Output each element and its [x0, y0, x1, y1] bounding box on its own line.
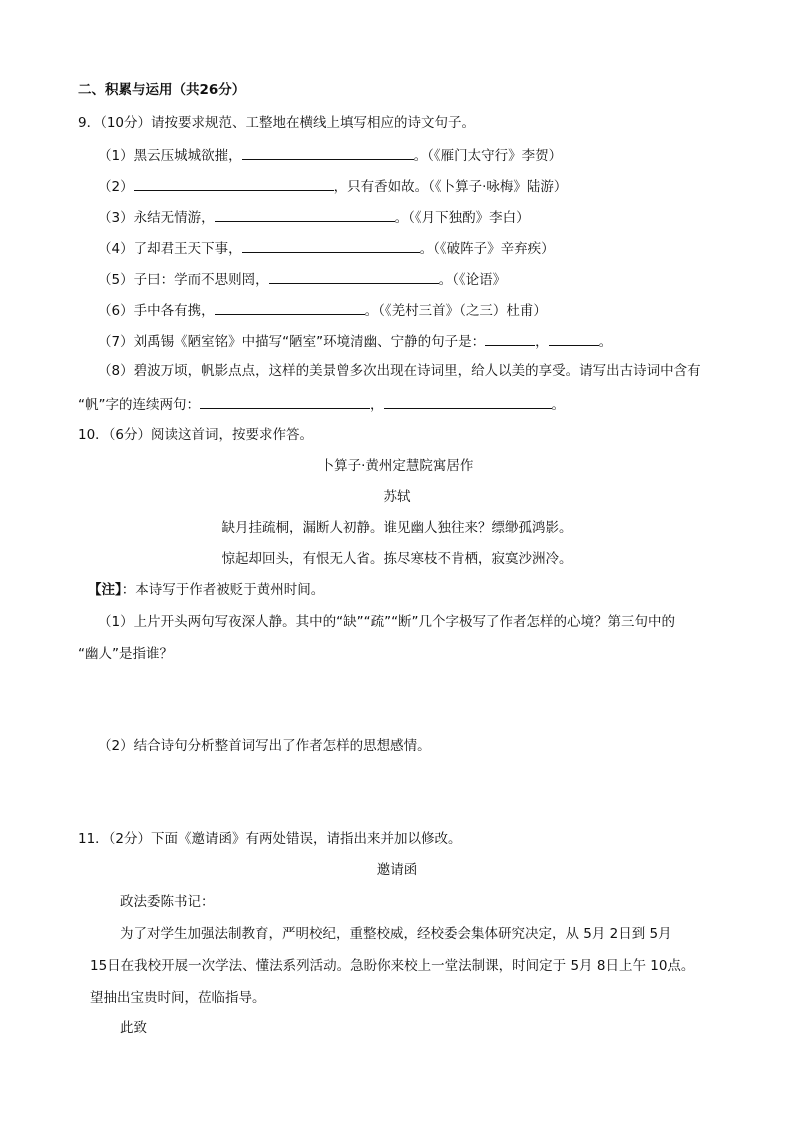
- poem-note: [88, 580, 324, 600]
- q9-item-8-post: 。: [551, 397, 565, 413]
- answer-blank[interactable]: [215, 206, 395, 222]
- q9-item-4-pre: （4）了却君王天下事，: [98, 241, 242, 257]
- q9-item-6: [98, 299, 547, 321]
- letter-body-line-1: 为了对学生加强法制教育，严明校纪，重整校威，经校委会集体研究决定，从 5月 2日到 5月: [120, 926, 672, 942]
- poem-author: 苏轼: [383, 489, 411, 505]
- answer-blank[interactable]: [549, 330, 599, 346]
- answer-blank[interactable]: [384, 393, 552, 409]
- section-title: 二、积累与运用（共26分）: [78, 82, 246, 98]
- letter-title: 邀请函: [376, 862, 418, 878]
- q10-sub1-line1: （1）上片开头两句写夜深人静。其中的“缺”“疏”“断”几个字极写了作者怎样的心境？第三句中的: [98, 614, 676, 630]
- q9-item-2-pre: （2）: [98, 179, 134, 195]
- answer-blank[interactable]: [269, 268, 439, 284]
- q9-item-4: [98, 237, 555, 259]
- q9-item-5-post: 。（《论语》: [438, 272, 507, 288]
- q9-item-1-post: 。（《雁门太守行》李贺）: [413, 148, 563, 164]
- q9-item-2-post: ，只有香如故。（《卜算子·咏梅》陆游）: [333, 179, 568, 195]
- q9-item-7-mid: ，: [535, 334, 549, 350]
- q9-item-3: [98, 206, 530, 228]
- letter-body-line-2: 15日在我校开展一次学法、懂法系列活动。急盼你来校上一堂法制课，时间定于 5月 8日上午 10点。: [90, 958, 695, 974]
- q9-item-6-pre: （6）手中各有携，: [98, 303, 215, 319]
- question-11-stem: 11．（2分）下面《邀请函》有两处错误，请指出来并加以修改。: [78, 831, 462, 847]
- letter-body-line-3: 望抽出宝贵时间，莅临指导。: [90, 990, 266, 1006]
- q9-item-8-line2: [78, 393, 565, 415]
- answer-blank[interactable]: [200, 393, 370, 409]
- answer-blank[interactable]: [242, 237, 420, 253]
- question-9-stem: 9．（10分）请按要求规范、工整地在横线上填写相应的诗文句子。: [78, 115, 476, 131]
- note-label: 【注】: [88, 582, 122, 598]
- q9-item-7: [98, 330, 612, 352]
- poem-title: 卜算子·黄州定慧院寓居作: [320, 458, 474, 474]
- q9-item-3-post: 。（《月下独酌》李白）: [394, 210, 530, 226]
- answer-blank[interactable]: [242, 144, 414, 160]
- q9-item-5: [98, 268, 506, 290]
- answer-blank[interactable]: [134, 175, 334, 191]
- q10-sub2: （2）结合诗句分析整首词写出了作者怎样的思想感情。: [98, 738, 431, 754]
- q9-item-7-post: 。: [598, 334, 613, 350]
- q9-item-5-pre: （5）子曰：学而不思则罔，: [98, 272, 269, 288]
- poem-line-1: 缺月挂疏桐，漏断人初静。谁见幽人独往来？缥缈孤鸿影。: [221, 520, 573, 536]
- q9-item-8-pre: “帆”字的连续两句：: [78, 397, 200, 413]
- q9-item-8-line1: （8）碧波万顷，帆影点点，这样的美景曾多次出现在诗词里，给人以美的享受。请写出古诗词中含有: [98, 363, 701, 379]
- poem-line-2: 惊起却回头，有恨无人省。拣尽寒枝不肯栖，寂寞沙洲冷。: [221, 551, 573, 567]
- q9-item-4-post: 。（《破阵子》辛弃疾）: [419, 241, 555, 257]
- q9-item-8-mid: ，: [370, 397, 384, 413]
- letter-closing: 此致: [120, 1020, 147, 1036]
- q9-item-1-pre: （1）黑云压城城欲摧，: [98, 148, 242, 164]
- q10-sub1-line2: “幽人”是指谁？: [78, 646, 173, 662]
- question-10-stem: 10．（6分）阅读这首词，按要求作答。: [78, 427, 314, 443]
- q9-item-6-post: 。（《羌村三首》（之三）杜甫）: [364, 303, 547, 319]
- q9-item-3-pre: （3）永结无情游，: [98, 210, 215, 226]
- note-text: ：本诗写于作者被贬于黄州时间。: [121, 582, 325, 598]
- letter-salutation: 政法委陈书记：: [120, 894, 215, 910]
- q9-item-2: [98, 175, 567, 197]
- answer-blank[interactable]: [215, 299, 365, 315]
- q9-item-1: [98, 144, 562, 166]
- q9-item-7-pre: （7）刘禹锡《陋室铭》中描写“陋室”环境清幽、宁静的句子是：: [98, 334, 486, 350]
- answer-blank[interactable]: [485, 330, 535, 346]
